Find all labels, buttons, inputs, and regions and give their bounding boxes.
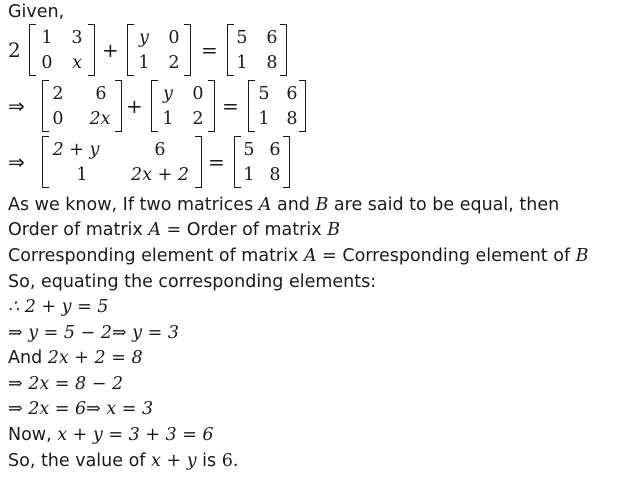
matrix-b xyxy=(151,80,215,132)
matrix-cell: 2 xyxy=(52,84,64,104)
matrix-cell: 6 xyxy=(266,28,278,48)
matrix-cell: 1 xyxy=(236,53,248,73)
step-x-subtract: ⇒ 2x = 8 − 2 xyxy=(8,374,124,394)
matrix-cell: 0 xyxy=(41,53,53,73)
matrix-2a xyxy=(29,24,95,76)
sum-computation: Now, x + y = 3 + 3 = 6 xyxy=(8,425,214,445)
equals-sign: = xyxy=(208,150,225,174)
step-y-equation: ∴ 2 + y = 5 xyxy=(8,297,109,317)
plus-sign: + xyxy=(126,94,143,118)
matrix-cell: y xyxy=(139,28,149,48)
matrix-c xyxy=(248,80,306,132)
matrix-cell: 8 xyxy=(286,109,298,129)
matrix-cell: 2 xyxy=(168,53,180,73)
equals-sign: = xyxy=(222,94,239,118)
matrix-cell: 8 xyxy=(266,53,278,73)
element-condition: Corresponding element of matrix A = Corresponding element of B xyxy=(8,246,589,266)
step-x-solve: ⇒ 2x = 6⇒ x = 3 xyxy=(8,399,154,419)
matrix-cell: y xyxy=(163,84,173,104)
matrix-cell: 1 xyxy=(258,109,270,129)
matrix-cell: 5 xyxy=(236,28,248,48)
matrix-cell: 6 xyxy=(95,84,107,104)
equals-sign: = xyxy=(201,38,218,62)
matrix-2a-expanded xyxy=(42,80,122,132)
matrix-cell: 2x + 2 xyxy=(131,165,189,185)
scalar-coefficient: 2 xyxy=(8,38,21,62)
matrix-cell: 1 xyxy=(138,53,150,73)
equation-row-3 xyxy=(8,136,308,188)
matrix-c xyxy=(234,136,290,188)
matrix-cell: 0 xyxy=(52,109,64,129)
matrix-cell: 6 xyxy=(286,84,298,104)
matrix-cell: 8 xyxy=(269,165,281,185)
equation-row-2 xyxy=(8,80,318,132)
matrix-cell: 5 xyxy=(243,140,255,160)
step-x-equation: And 2x + 2 = 8 xyxy=(8,348,143,368)
plus-sign: + xyxy=(102,38,119,62)
matrix-b xyxy=(127,24,191,76)
matrix-cell: 1 xyxy=(41,28,53,48)
matrix-cell: 1 xyxy=(76,165,88,185)
matrix-cell: 0 xyxy=(168,28,180,48)
given-label: Given, xyxy=(8,2,65,22)
matrix-cell: 2x xyxy=(89,109,111,129)
equating-statement: So, equating the corresponding elements: xyxy=(8,272,377,292)
matrix-c xyxy=(227,24,287,76)
final-answer: So, the value of x + y is 6. xyxy=(8,451,239,471)
implies-arrow: ⇒ xyxy=(8,94,25,118)
matrix-cell: 2 + y xyxy=(52,140,100,160)
matrix-cell: 3 xyxy=(71,28,83,48)
matrix-cell: 6 xyxy=(269,140,281,160)
order-condition: Order of matrix A = Order of matrix B xyxy=(8,220,340,240)
equation-row-1 xyxy=(8,24,308,76)
matrix-sum xyxy=(42,136,202,188)
implies-arrow: ⇒ xyxy=(8,150,25,174)
matrix-cell: 5 xyxy=(258,84,270,104)
matrix-cell: 0 xyxy=(192,84,204,104)
matrix-cell: 1 xyxy=(162,109,174,129)
equality-condition: As we know, If two matrices A and B are said to be equal, then xyxy=(8,195,560,215)
matrix-cell: x xyxy=(72,53,82,73)
matrix-cell: 6 xyxy=(154,140,166,160)
step-y-solve: ⇒ y = 5 − 2⇒ y = 3 xyxy=(8,323,179,343)
matrix-cell: 1 xyxy=(243,165,255,185)
matrix-cell: 2 xyxy=(192,109,204,129)
